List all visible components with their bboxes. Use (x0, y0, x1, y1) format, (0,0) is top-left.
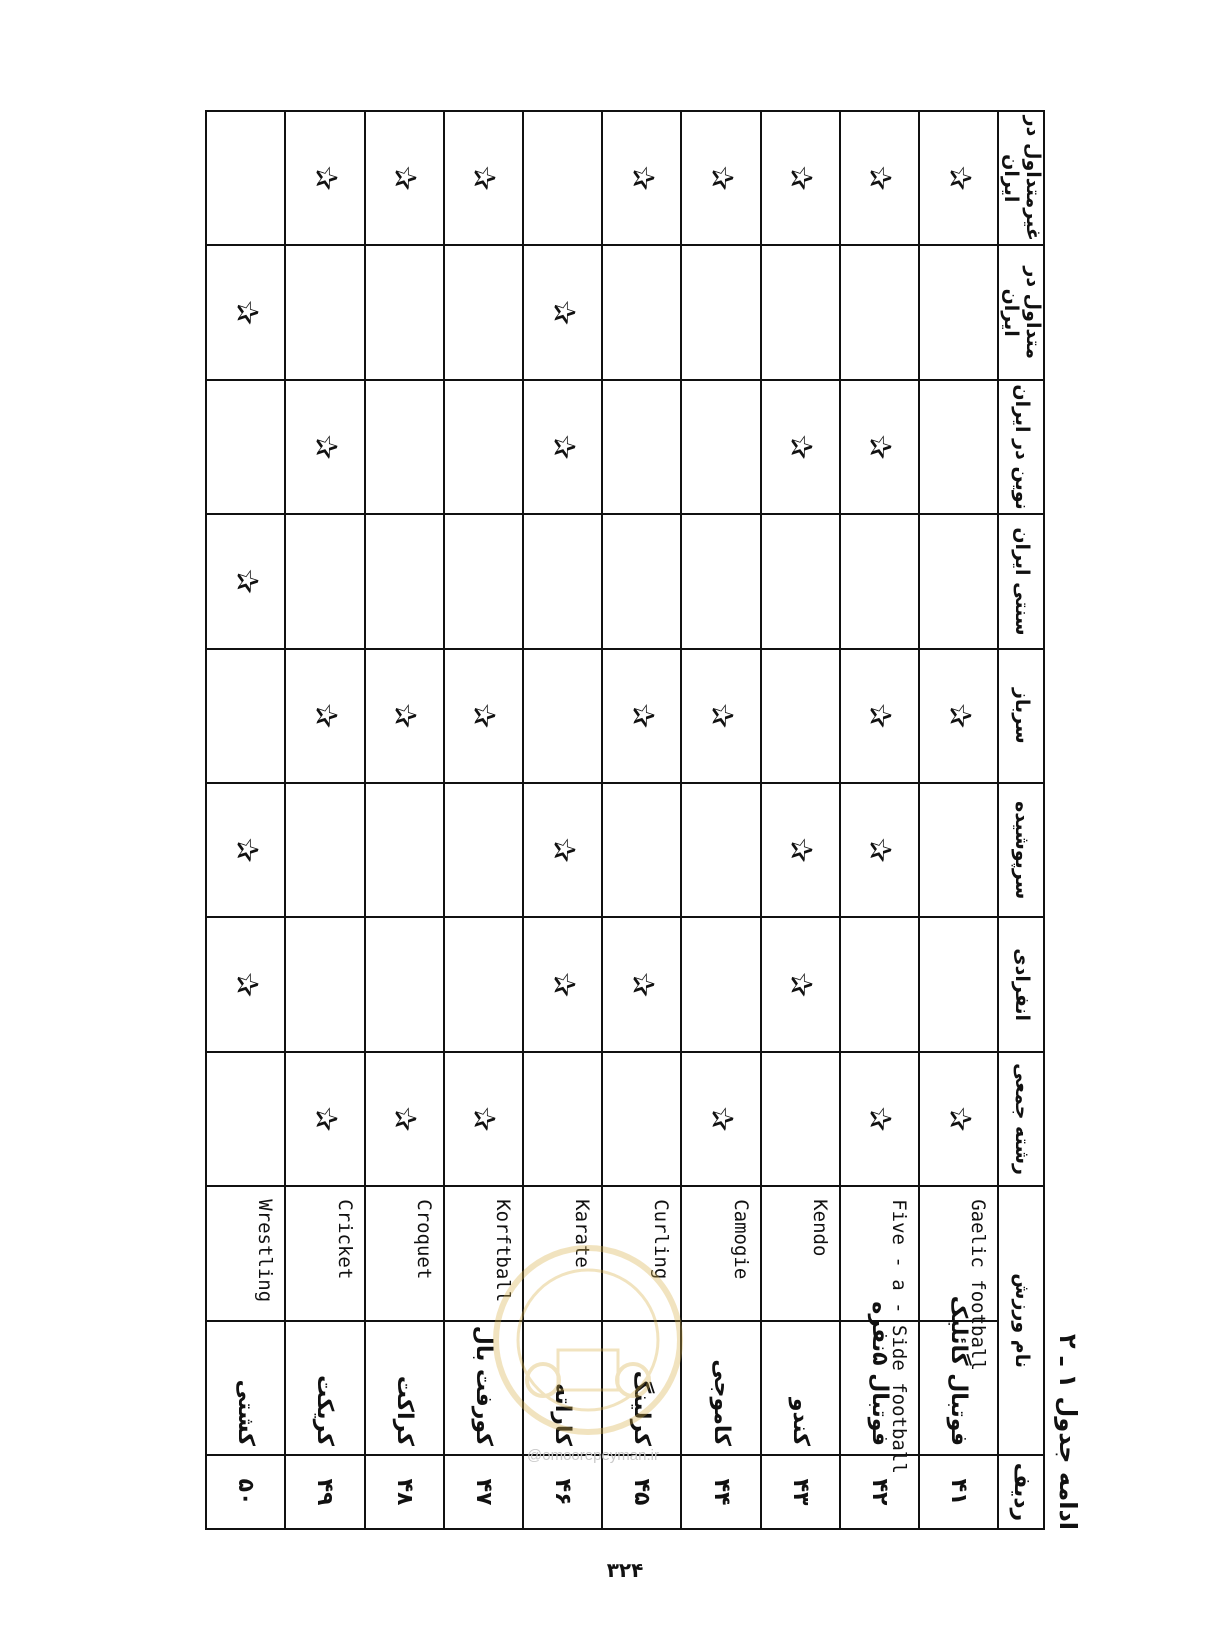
sport-name-english: Karate (571, 1199, 594, 1268)
table-row (206, 111, 285, 1529)
star-icon: ✰ (387, 703, 423, 729)
mark-cell (523, 1052, 602, 1186)
mark-cell (365, 514, 444, 648)
sport-name-english-cell (444, 1186, 523, 1320)
table-row (761, 111, 840, 1529)
watermark-text: @omoorepeyman.ir (527, 1447, 659, 1464)
mark-cell (761, 514, 840, 648)
star-icon: ✰ (783, 434, 819, 460)
sport-name-english: Croquet (412, 1199, 435, 1280)
mark-cell (681, 245, 760, 379)
star-icon: ✰ (704, 165, 740, 191)
mark-cell (206, 917, 285, 1051)
mark-cell (761, 111, 840, 245)
sport-name-english-cell (761, 1186, 840, 1320)
sport-name-persian: کورفت بال (444, 1321, 523, 1455)
table-row (444, 111, 523, 1529)
mark-cell (206, 783, 285, 917)
star-icon: ✰ (862, 165, 898, 191)
sport-name-english: Kendo (808, 1199, 831, 1257)
sport-name-persian: کریکت (285, 1321, 364, 1455)
mark-cell (761, 245, 840, 379)
sport-name-persian: کندو (761, 1321, 840, 1455)
row-number: ۴۳ (761, 1455, 840, 1529)
mark-cell (761, 649, 840, 783)
mark-cell (681, 514, 760, 648)
sport-name-english-cell (365, 1186, 444, 1320)
star-icon: ✰ (466, 1106, 502, 1132)
mark-cell (602, 1052, 681, 1186)
mark-cell (444, 111, 523, 245)
mark-cell (285, 245, 364, 379)
sport-name-persian: کاراته (523, 1321, 602, 1455)
mark-cell (444, 245, 523, 379)
mark-cell (840, 111, 919, 245)
header-individual: انفرادی (998, 917, 1044, 1051)
mark-cell (444, 649, 523, 783)
mark-cell (206, 245, 285, 379)
mark-cell (919, 245, 998, 379)
mark-cell (523, 514, 602, 648)
mark-cell (523, 917, 602, 1051)
star-icon: ✰ (307, 434, 343, 460)
star-icon: ✰ (387, 165, 423, 191)
row-number: ۴۸ (365, 1455, 444, 1529)
header-new: نوین در ایران (998, 380, 1044, 514)
mark-cell (681, 111, 760, 245)
mark-cell (285, 380, 364, 514)
table-row (523, 111, 602, 1529)
mark-cell (444, 783, 523, 917)
sport-name-persian: فوتبال گائلیک (919, 1321, 998, 1455)
star-icon: ✰ (466, 165, 502, 191)
sport-name-english-cell (681, 1186, 760, 1320)
sport-name-english: Gaelic football (967, 1199, 990, 1371)
star-icon: ✰ (307, 165, 343, 191)
star-icon: ✰ (545, 300, 581, 326)
page-number: ۳۲۴ (606, 1558, 644, 1582)
star-icon: ✰ (862, 434, 898, 460)
mark-cell (365, 1052, 444, 1186)
mark-cell (365, 649, 444, 783)
star-icon: ✰ (704, 1106, 740, 1132)
mark-cell (444, 1052, 523, 1186)
mark-cell (761, 783, 840, 917)
mark-cell (365, 245, 444, 379)
mark-cell (681, 917, 760, 1051)
sport-name-persian: کاموجی (681, 1321, 760, 1455)
row-number: ۴۵ (602, 1455, 681, 1529)
table-row (840, 111, 919, 1529)
mark-cell (681, 783, 760, 917)
header-sport-name: نام ورزش (998, 1186, 1044, 1455)
mark-cell (602, 649, 681, 783)
star-icon: ✰ (624, 972, 660, 998)
mark-cell (444, 917, 523, 1051)
mark-cell (602, 514, 681, 648)
star-icon: ✰ (862, 703, 898, 729)
mark-cell (444, 514, 523, 648)
mark-cell (444, 380, 523, 514)
star-icon: ✰ (941, 1106, 977, 1132)
star-icon: ✰ (862, 837, 898, 863)
mark-cell (602, 917, 681, 1051)
sport-name-english: Five - a - Side football (888, 1199, 911, 1474)
star-icon: ✰ (466, 703, 502, 729)
mark-cell (602, 111, 681, 245)
mark-cell (761, 380, 840, 514)
sport-name-persian: کرلینگ (602, 1321, 681, 1455)
row-number: ۴۶ (523, 1455, 602, 1529)
star-icon: ✰ (545, 837, 581, 863)
header-row-number: ردیف (998, 1455, 1044, 1529)
sport-name-english: Wrestling (254, 1199, 277, 1303)
mark-cell (919, 1052, 998, 1186)
star-icon: ✰ (783, 837, 819, 863)
star-icon: ✰ (228, 300, 264, 326)
table-body (206, 111, 998, 1529)
sports-table (205, 110, 1045, 1530)
mark-cell (681, 649, 760, 783)
star-icon: ✰ (783, 165, 819, 191)
table-row (919, 111, 998, 1529)
mark-cell (840, 917, 919, 1051)
mark-cell (365, 380, 444, 514)
mark-cell (919, 380, 998, 514)
header-indoor: سرپوشیده (998, 783, 1044, 917)
mark-cell (840, 1052, 919, 1186)
header-group: رشته جمعی (998, 1052, 1044, 1186)
table-caption: ادامه جدول ۱ ـ ۲ (1054, 1333, 1082, 1530)
mark-cell (840, 514, 919, 648)
mark-cell (840, 245, 919, 379)
mark-cell (523, 783, 602, 917)
header-traditional: سنتی ایران (998, 514, 1044, 648)
sport-name-english-cell (523, 1186, 602, 1320)
mark-cell (206, 380, 285, 514)
star-icon: ✰ (704, 703, 740, 729)
mark-cell (523, 649, 602, 783)
star-icon: ✰ (387, 1106, 423, 1132)
star-icon: ✰ (941, 703, 977, 729)
mark-cell (602, 783, 681, 917)
row-number: ۴۹ (285, 1455, 364, 1529)
mark-cell (919, 111, 998, 245)
header-row (998, 111, 1044, 1529)
mark-cell (523, 380, 602, 514)
mark-cell (602, 245, 681, 379)
mark-cell (602, 380, 681, 514)
sport-name-english: Curling (650, 1199, 673, 1280)
sport-name-english-cell (602, 1186, 681, 1320)
mark-cell (285, 111, 364, 245)
row-number: ۴۴ (681, 1455, 760, 1529)
mark-cell (206, 514, 285, 648)
star-icon: ✰ (307, 703, 343, 729)
mark-cell (523, 111, 602, 245)
sport-name-english: Cricket (333, 1199, 356, 1280)
mark-cell (840, 380, 919, 514)
mark-cell (206, 649, 285, 783)
table-row (602, 111, 681, 1529)
star-icon: ✰ (545, 972, 581, 998)
row-number: ۵۰ (206, 1455, 285, 1529)
star-icon: ✰ (307, 1106, 343, 1132)
table-row (285, 111, 364, 1529)
mark-cell (285, 917, 364, 1051)
header-common: متداول در ایران (998, 245, 1044, 379)
mark-cell (919, 514, 998, 648)
star-icon: ✰ (545, 434, 581, 460)
star-icon: ✰ (624, 703, 660, 729)
mark-cell (365, 917, 444, 1051)
header-uncommon: غیرمتداول در ایران (998, 111, 1044, 245)
mark-cell (523, 245, 602, 379)
sport-name-persian: فوتبال ۵نفره (840, 1321, 919, 1455)
star-icon: ✰ (624, 165, 660, 191)
star-icon: ✰ (941, 165, 977, 191)
table-row (681, 111, 760, 1529)
mark-cell (285, 514, 364, 648)
star-icon: ✰ (862, 1106, 898, 1132)
sport-name-english: Korftball (492, 1199, 514, 1303)
star-icon: ✰ (228, 972, 264, 998)
mark-cell (285, 1052, 364, 1186)
star-icon: ✰ (228, 568, 264, 595)
sport-name-persian: کراکت (365, 1321, 444, 1455)
mark-cell (206, 111, 285, 245)
mark-cell (285, 783, 364, 917)
row-number: ۴۱ (919, 1455, 998, 1529)
mark-cell (681, 380, 760, 514)
sport-name-persian: کشتی (206, 1321, 285, 1455)
header-outdoor: سرباز (998, 649, 1044, 783)
mark-cell (761, 1052, 840, 1186)
row-number: ۴۲ (840, 1455, 919, 1529)
sport-name-english: Camogie (729, 1199, 752, 1280)
mark-cell (840, 783, 919, 917)
mark-cell (206, 1052, 285, 1186)
mark-cell (681, 1052, 760, 1186)
mark-cell (285, 649, 364, 783)
mark-cell (840, 649, 919, 783)
mark-cell (919, 649, 998, 783)
mark-cell (761, 917, 840, 1051)
mark-cell (919, 783, 998, 917)
sport-name-english-cell (285, 1186, 364, 1320)
star-icon: ✰ (783, 972, 819, 998)
row-number: ۴۷ (444, 1455, 523, 1529)
rotated-page (205, 110, 1082, 1530)
star-icon: ✰ (228, 837, 264, 863)
mark-cell (365, 111, 444, 245)
table-row (365, 111, 444, 1529)
mark-cell (365, 783, 444, 917)
mark-cell (919, 917, 998, 1051)
sport-name-english-cell (206, 1186, 285, 1320)
